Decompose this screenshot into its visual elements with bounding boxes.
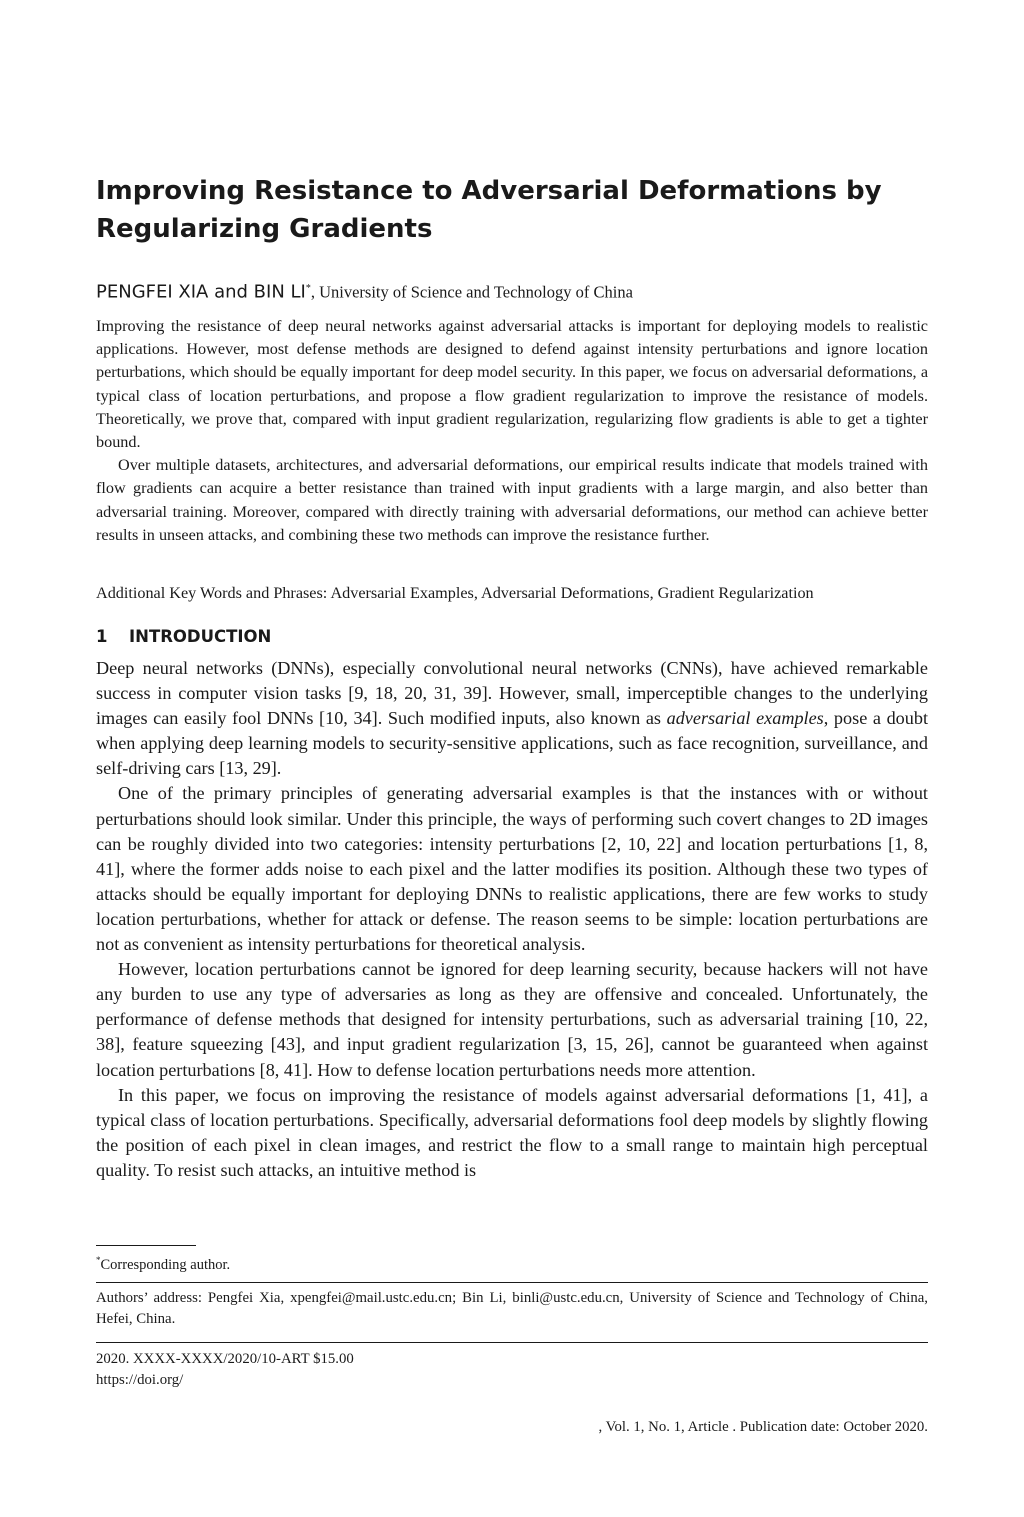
publication-info (96, 1349, 928, 1390)
introduction-body (96, 656, 928, 1183)
footnote (96, 1250, 928, 1275)
footnote-text: Corresponding author. (100, 1256, 231, 1273)
intro-paragraph-2: One of the primary principles of generating adversarial examples is that the instances with or without perturbations should look similar. Under this principle, the ways of performing such covert changes to 2D images can be roughly divided into two categories: intensity perturbations [2, 10, 22] and location perturbations [1, 8, 41], where the former adds noise to each pixel and the latter modifies its position. Although these two types of attacks should be equally important for deploying DNNs to realistic applications, there are few works to study location perturbations, whether for attack or defense. The reason seems to be simple: location perturbations are not as convenient as intensity perturbations for theoretical analysis. (96, 783, 928, 955)
intro-paragraph-3: However, location perturbations cannot be ignored for deep learning security, because hackers will not have any burden to use any type of adversaries as long as they are offensive and concealed. Unfortunately, the performance of defense methods that designed for intensity perturbations, such as adversarial training [10, 22, 38], feature squeezing [43], and input gradient regularization [3, 15, 26], cannot be guaranteed when against location perturbations [8, 41]. How to defense location perturbations needs more attention. (96, 959, 928, 1080)
author-line (96, 276, 928, 306)
corresponding-author-marker: * (305, 283, 311, 294)
footnote-rule (96, 1245, 196, 1246)
intro-p1-emphasis: adversarial examples (666, 708, 824, 729)
abstract-paragraph-2: Over multiple datasets, architectures, and adversarial deformations, our empirical results indicate that models trained with flow gradients can acquire a better resistance than trained with input gradients with a large margin, and also better than adversarial training. Moreover, compared with directly training with adversarial deformations, our method can achieve better results in unseen attacks, and combining these two methods can improve the resistance further. (96, 456, 928, 544)
intro-paragraph-4: In this paper, we focus on improving the resistance of models against adversarial deformations [1, 41], a typical class of location perturbations. Specifically, adversarial deformations fool deep models by slightly flowing the position of each pixel in clean images, and restrict the flow to a small range to maintain high perceptual quality. To resist such attacks, an intuitive method is (96, 1084, 928, 1180)
publication-top-rule (96, 1342, 928, 1343)
section-heading-introduction (96, 625, 271, 649)
publication-doi: https://doi.org/ (96, 1371, 184, 1388)
running-footer: , Vol. 1, No. 1, Article . Publication date: October 2020. (598, 1419, 928, 1435)
intro-p1-text-end: , pose a doubt when applying deep learning models to security-sensitive applications, such as face recognition, surveillance, and self-driving cars [13, 29]. (96, 708, 929, 779)
publication-line-1: 2020. XXXX-XXXX/2020/10-ART $15.00 (96, 1351, 354, 1367)
section-title: INTRODUCTION (129, 627, 272, 646)
keywords: Additional Key Words and Phrases: Adversarial Examples, Adversarial Deformations, Gradient Regularization (96, 584, 814, 602)
intro-paragraph-1 (96, 656, 928, 781)
paper-title: Improving Resistance to Adversarial Deformations by Regularizing Gradients (96, 176, 882, 244)
intro-p1-text-start: Deep neural networks (DNNs), especially convolutional neural networks (CNNs), have achieved remarkable success in computer vision tasks [9, 18, 20, 31, 39]. However, small, imperceptible changes to the underlying images can easily fool DNNs [10, 34]. Such modified inputs, also known as (96, 658, 928, 729)
address-top-rule (96, 1282, 928, 1283)
author-affiliation: , University of Science and Technology of China (310, 282, 633, 302)
footnote-marker: * (96, 1255, 101, 1265)
abstract-paragraph-1: Improving the resistance of deep neural networks against adversarial attacks is important for deploying models to realistic applications. However, most defense methods are designed to defend against intensity perturbations and ignore location perturbations, which should be equally important for deep model security. In this paper, we focus on adversarial deformations, a typical class of location perturbations, and propose a flow gradient regularization to improve the resistance of models. Theoretically, we prove that, compared with input gradient regularization, regularizing flow gradients is able to get a tighter bound. (96, 317, 928, 452)
author-names: PENGFEI XIA and BIN LI (96, 281, 306, 303)
authors-address: Authors’ address: Pengfei Xia, xpengfei@mail.ustc.edu.cn; Bin Li, binli@ustc.edu.cn, University of Science and Technology of China, Hefei, China. (96, 1290, 928, 1327)
abstract (96, 315, 928, 547)
section-number: 1 (96, 627, 108, 646)
